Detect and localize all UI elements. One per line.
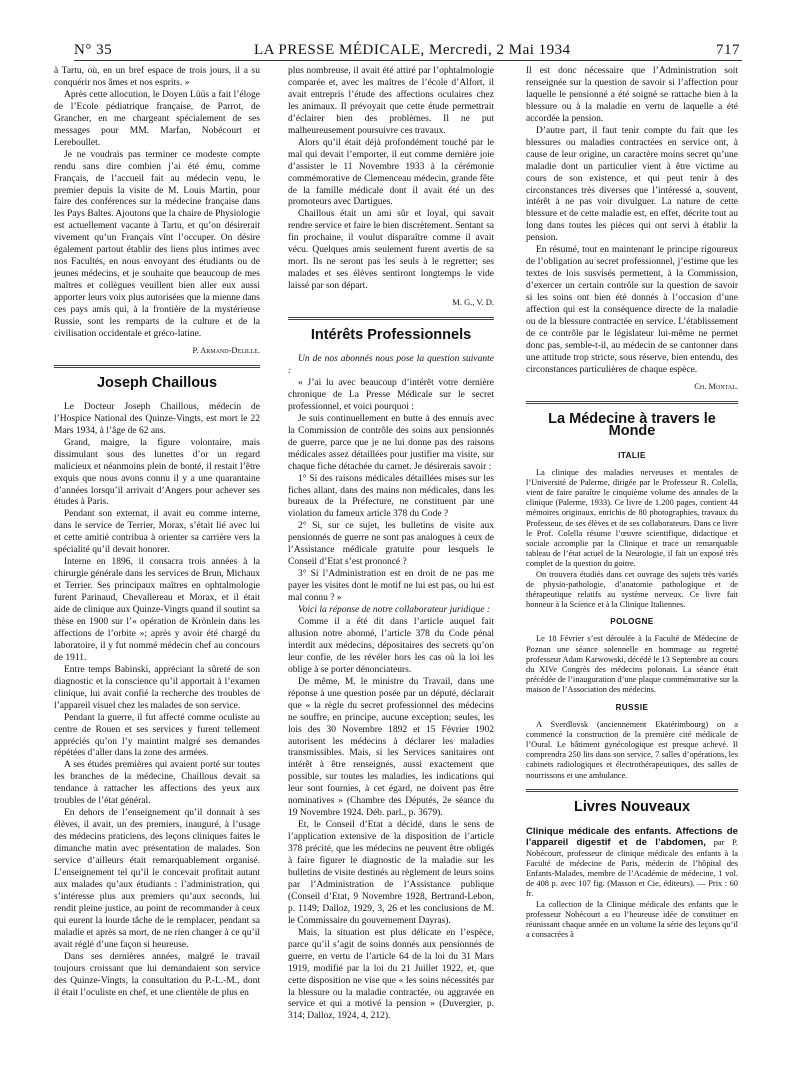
paragraph: En résumé, tout en maintenant le principe rigoureux de l’obligation au secret professionnel, j’estime que les textes de lois susvisés permettent, à la Commission, d’exercer un certain contrôle sur la question de savoir si les soins ont bien été donnés à l’occasion d’une affection qui est la conséquence directe de la maladie ou de la blessure contractée en service. L’établissement de ce contrôle par le législateur lui-même ne permet donc pas, semble-t-il, au médecin de se cantonner dans une attitude trop stricte, sous réserve, bien entendu, des circonstances particulières de chaque espèce. bbox=[526, 245, 738, 375]
paragraph: 2° Si, sur ce sujet, les bulletins de visite aux pensionnés de guerre ne sont pas analogues à ceux de l’Assistance médicale gratuite pour lesquels le Conseil d’Etat s’est prononcé ? bbox=[288, 521, 494, 568]
paragraph: à Tartu, où, en un bref espace de trois jours, il a su conquérir nos âmes et nos esprits. » bbox=[54, 66, 260, 88]
paragraph: Voici la réponse de notre collaborateur juridique : bbox=[298, 605, 490, 616]
paragraph: La collection de la Clinique médicale des enfants que le professeur Nobécourt a eu l’heureuse idée de constituer en réunissant chaque année en un volume la série des leçons qu’il a consacrées à bbox=[526, 899, 738, 940]
signature: P. Armand-Delille. bbox=[192, 344, 260, 355]
divider bbox=[526, 401, 738, 404]
column-1 bbox=[54, 66, 260, 999]
country-heading: POLOGNE bbox=[610, 617, 654, 627]
book-title: Clinique médicale des enfants. Affections de l’appareil digestif et de l’abdomen, bbox=[526, 825, 738, 849]
paragraph: Mais, la situation est plus délicate en l’espèce, parce qu’il s’agit de soins donnés aux pensionnés de guerre, en vertu de l’article 64 de la loi du 31 Mars 1919, modifié par la loi du 21 Juillet 1922, et, que cette disposition ne vise que « les soins nécessités par la blessure ou la maladie contractée, ou aggravée en service et qui a motivé la pension » (Duvergier, p. 314; Dalloz, 1924, 4, 212). bbox=[288, 927, 494, 1022]
page-number: 717 bbox=[716, 42, 740, 58]
signature: M. G., V. D. bbox=[452, 297, 494, 308]
divider bbox=[54, 365, 260, 368]
paragraph: D’autre part, il faut tenir compte du fait que les blessures ou maladies contractées en service ont, à cause de leur origine, un caractère moins secret qu’une maladie dont un particulier vient à être victime au cours de son existence, et qui peut tenir à des circonstances très diverses que l’intéressé a, souvent, intérêt à ne pas voir divulguer. La nature de cette blessure et de cette maladie est, en effet, décrite tout au long dans toutes les pièces qui ont servi à établir la pension. bbox=[526, 125, 738, 244]
paragraph: Chaillous était un ami sûr et loyal, qui savait rendre service et faire le bien discrètement. Sentant sa fin prochaine, il voulut disparaître comme il avait vécu. Quelques amis seulement furent avertis de sa mort. Ils ne seront pas les seuls à le regretter; ses malades et ses élèves sentiront longtemps le vide laissé par son départ. bbox=[288, 209, 494, 292]
paragraph: Interne en 1896, il consacra trois années à la chirurgie générale dans les services de Brun, Michaux et Terrier. Ses principaux maîtres en ophtalmologie furent Parinaud, Chevallereau et Morax, et il était aide de clinique aux Quinze-Vingts quand il soutint sa thèse en 1900 sur l’« opération de Krönlein dans les affections de l’orbite »; après y avoir été chargé du laboratoire, il y fut nommé médecin chef au concours de 1911. bbox=[54, 557, 260, 663]
paragraph: Il est donc nécessaire que l’Administration soit renseignée sur la question de savoir si l’affection pour laquelle le pensionné a été soigné se rattache bien à la blessure ou à la maladie en vertu de laquelle a été accordée la pension. bbox=[526, 66, 738, 124]
paragraph: Entre temps Babinski, appréciant la sûreté de son diagnostic et la conscience qu’il apportait à l’examen clinique, lui avait confié la recherche des troubles de l’appareil visuel chez les malades de son service. bbox=[54, 664, 260, 711]
section-title: Livres Nouveaux bbox=[573, 798, 691, 815]
country-heading: ITALIE bbox=[618, 450, 646, 460]
paragraph: Grand, maigre, la figure volontaire, mais dissimulant sous des lunettes d’or un regard malicieux et néanmoins plein de bonté, il restait l’être exquis que nous avons connu il y a une quarantaine d’années lorsqu’il arrivait d’Angers pour achever ses études à Paris. bbox=[54, 437, 260, 508]
paragraph: 1° Si des raisons médicales détaillées mises sur les fiches allant, dans des mains non médicales, dans les bureaux de la Préfecture, ne constituent par une violation du fameux article 378 du Code ? bbox=[288, 473, 494, 520]
paragraph: Je ne voudrais pas terminer ce modeste compte rendu sans dire combien j’ai été ému, comme Français, de l’accueil fait au médecin venu, le premier depuis la visite de M. Louis Martin, pour faire des conférences sur la médecine française dans les Pays Baltes. Ajoutons que la chaire de Physiologie est actuellement vacante à Tartu, et qu’on désirerait vivement qu’un Français vînt l’occuper. On désire également partout établir des liens plus intimes avec nos Facultés, en nous envoyant des étudiants ou de jeunes médecins, et je souhaite que beaucoup de mes maîtres et collègues veuillent bien aller eux aussi apporter leurs voix plus autorisées que la mienne dans ces pays amis qui, à la frontière de la mystérieuse Russie, sont les remparts de la culture et de la civilisation occidentale et gréco-latine. bbox=[54, 149, 260, 339]
book-entry bbox=[526, 826, 738, 900]
paragraph: plus nombreuse, il avait été attiré par l’ophtalmologie comparée et, avec les maîtres de l’école d’Alfort, il avait entrepris l’étude des affections oculaires chez les animaux. Il prévoyait que cette étude permettrait d’éclairer bien des problèmes. Il ne put malheureusement poursuivre ces travaux. bbox=[288, 66, 494, 136]
paragraph: Pendant son externat, il avait eu comme interne, dans le service de Terrier, Morax, s’était lié avec lui et cette amitié contribua à orienter sa carrière vers la spécialité qu’il devait honorer. bbox=[54, 509, 260, 556]
paragraph: Alors qu’il était déjà profondément touché par le mal qui devait l’emporter, il eut comme dernière joie d’assister le 11 Novembre 1933 à la cérémonie commémorative de Clemenceau médecin, grande fête de la famille médicale dont il avait été un des promoteurs avec Dartigues. bbox=[288, 137, 494, 208]
signature: Ch. Montal. bbox=[694, 380, 738, 391]
paragraph: « J’ai lu avec beaucoup d’intérêt votre dernière chronique de La Presse Médicale sur le secret professionnel, et voici pourquoi : bbox=[288, 377, 494, 412]
paragraph: Après cette allocution, le Doyen Lüüs a fait l’éloge de l’Ecole pédiatrique française, de Parrot, de Grancher, en me chargeant spécialement de ses messages pour MM. Marfan, Nobécourt et Lereboullet. bbox=[54, 89, 260, 148]
paragraph: En dehors de l’enseignement qu’il donnait à ses élèves, il avait, un des premiers, inauguré, à l’usage des médecins praticiens, des leçons cliniques faites le dimanche matin avec présentation de malades. Son service d’ailleurs était remarquablement organisé. L’enseignement tel qu’il le concevait profitait autant aux malades qu’aux étudiants : l’administration, qui s’intéresse plus aux premiers qu’aux seconds, lui rendit pleine justice, au point de recommander à ceux qui eurent la lourde tâche de le remplacer, pendant sa maladie et après sa mort, de ne rien changer à ce qu’il avait réglé d’une façon si heureuse. bbox=[54, 808, 260, 950]
divider bbox=[526, 789, 738, 792]
issue-number: N° 35 bbox=[74, 42, 113, 58]
paragraph: Pendant la guerre, il fut affecté comme oculiste au centre de Rouen et ses services y furent tellement appréciés qu’on l’y maintint malgré ses demandes répétées d’aller dans la zone des armées. bbox=[54, 712, 260, 759]
paragraph: A ses études premières qui avaient porté sur toutes les branches de la médecine, Chaillous devait sa tendance à rattacher les affections des yeux aux troubles de l’état général. bbox=[54, 760, 260, 807]
paragraph: Un de nos abonnés nous pose la question suivante : bbox=[288, 354, 494, 376]
section-title: Intérêts Professionnels bbox=[310, 327, 472, 344]
paragraph: 3° Si l’Administration est en droit de ne pas me payer les visites dont le motif ne lui est pas, ou lui est mal connu ? » bbox=[288, 569, 494, 604]
paragraph: Dans ses dernières années, malgré le travail toujours croissant que lui demandaient son service des Quinze-Vingts, la consultation du P.-L.-M., dont il était l’oculiste en chef, et une clientèle de plus en bbox=[54, 951, 260, 998]
column-2 bbox=[288, 66, 494, 1023]
column-3 bbox=[526, 66, 738, 940]
paragraph: La clinique des maladies nerveuses et mentales de l’Université de Palerme, dirigée par le Professeur R. Colella, vient de faire paraître le cinquième volume des annales de la clinique (Palerme, 1933). Ce livre de 1.200 pages, contient 44 mémoires originaux, enrichis de 80 photographies, travaux du Professeur, de ses élèves et de ses collaborateurs. Dans ce livre le Prof. Colella résume l’œuvre scientifique, didactique et sociale accomplie par la Clinique et trace un remarquable tableau de l’état actuel de la Neurologie, il fait un exposé très complet de la question du goitre. bbox=[526, 467, 738, 569]
paragraph: Et, le Conseil d’Etat a décidé, dans le sens de l’application extensive de la disposition de l’article 378 précité, que les médecins ne peuvent être obligés à faire figurer le diagnostic de la maladie sur les bulletins de visite destinés au règlement de leurs soins par l’Administration de l’Assistance publique (Conseil d’Etat, 9 Novembre 1928, Bertrand-Lebon, p. 1149; Dalloz, 1929, 3, 26 et les conclusions de M. le Commissaire du gouvernement Dayras). bbox=[288, 820, 494, 926]
divider bbox=[288, 317, 494, 320]
book-meta: par P. Nobécourt, professeur de clinique médicale des enfants à la Faculté de médecine de Paris, médecin de l’hôpital des Enfants-Malades, membre de l’Académie de médecine, 1 vol. de 408 p. avec 107 fig. (Masson et Cie, éditeurs). — Prix : 60 fr. bbox=[526, 838, 738, 899]
paragraph: Comme il a été dit dans l’article auquel fait allusion notre abonné, l’article 378 du Code pénal interdit aux médecins, dépositaires des secrets qu’on leur confie, de les révéler hors les cas où la loi les oblige à se porter dénonciateurs. bbox=[288, 616, 494, 675]
journal-title: LA PRESSE MÉDICALE, Mercredi, 2 Mai 1934 bbox=[254, 42, 571, 58]
section-title: Joseph Chaillous bbox=[96, 374, 218, 391]
paragraph: On trouvera étudiés dans cet ouvrage des sujets très variés de physio-pathologie, d’anatomie pathologique et de thérapeutique relatifs au système nerveux. Ce livre fait honneur à la Science et à la Clinique Italiennes. bbox=[526, 569, 738, 610]
header-rule bbox=[74, 60, 742, 61]
section-title: La Médecine à travers le Monde bbox=[548, 410, 716, 439]
paragraph: Le 18 Février s’est déroulée à la Faculté de Médecine de Poznan une séance solennelle en hommage au regretté professeur Adam Karwowski, décédé le 13 Septembre au cours du XIVe Congrès des médecins polonais. La séance était précédée de l’inauguration d’une plaque commémorative sur la maison de l’Association des médecins. bbox=[526, 634, 738, 695]
paragraph: A Sverdlovsk (anciennement Ekatérimbourg) on a commencé la construction de la première cité médicale de l’Oural. Le bâtiment gynécologique est presque achevé. Il comprendra 250 lits dans son service, 7 salles d’opérations, les cabinets radiologiques et électrothérapeutiques, des salles de nourrissons et une ambulance. bbox=[526, 719, 738, 780]
paragraph: Je suis continuellement en butte à des ennuis avec la Commission de contrôle des soins aux pensionnés de guerre, parce que je ne lui donne pas des raisons médicales assez détaillées pour justifier ma visite, sur chaque fiche détachée du carnet. Je désirerais savoir : bbox=[288, 413, 494, 472]
paragraph: Le Docteur Joseph Chaillous, médecin de l’Hospice National des Quinze-Vingts, est mort le 22 Mars 1934, à l’âge de 62 ans. bbox=[54, 401, 260, 436]
country-heading: RUSSIE bbox=[615, 702, 649, 712]
paragraph: De même, M. le ministre du Travail, dans une réponse à une question posée par un député, déclarait que « la règle du secret professionnel des médecins ne souffre, en principe, aucune exception; seules, les lois des 30 Novembre 1892 et 15 Février 1902 autorisent les médecins à déclarer les maladies transmissibles. Mais, si les Services sanitaires ont intérêt à être renseignés, aussi exactement que possible, sur toutes les maladies, les indications qui leur sont fournies, à cet égard, ne doivent pas être nominatives » (Chambre des Députés, 2e séance du 19 Novembre 1924. Déb. parl., p. 3679). bbox=[288, 676, 494, 819]
